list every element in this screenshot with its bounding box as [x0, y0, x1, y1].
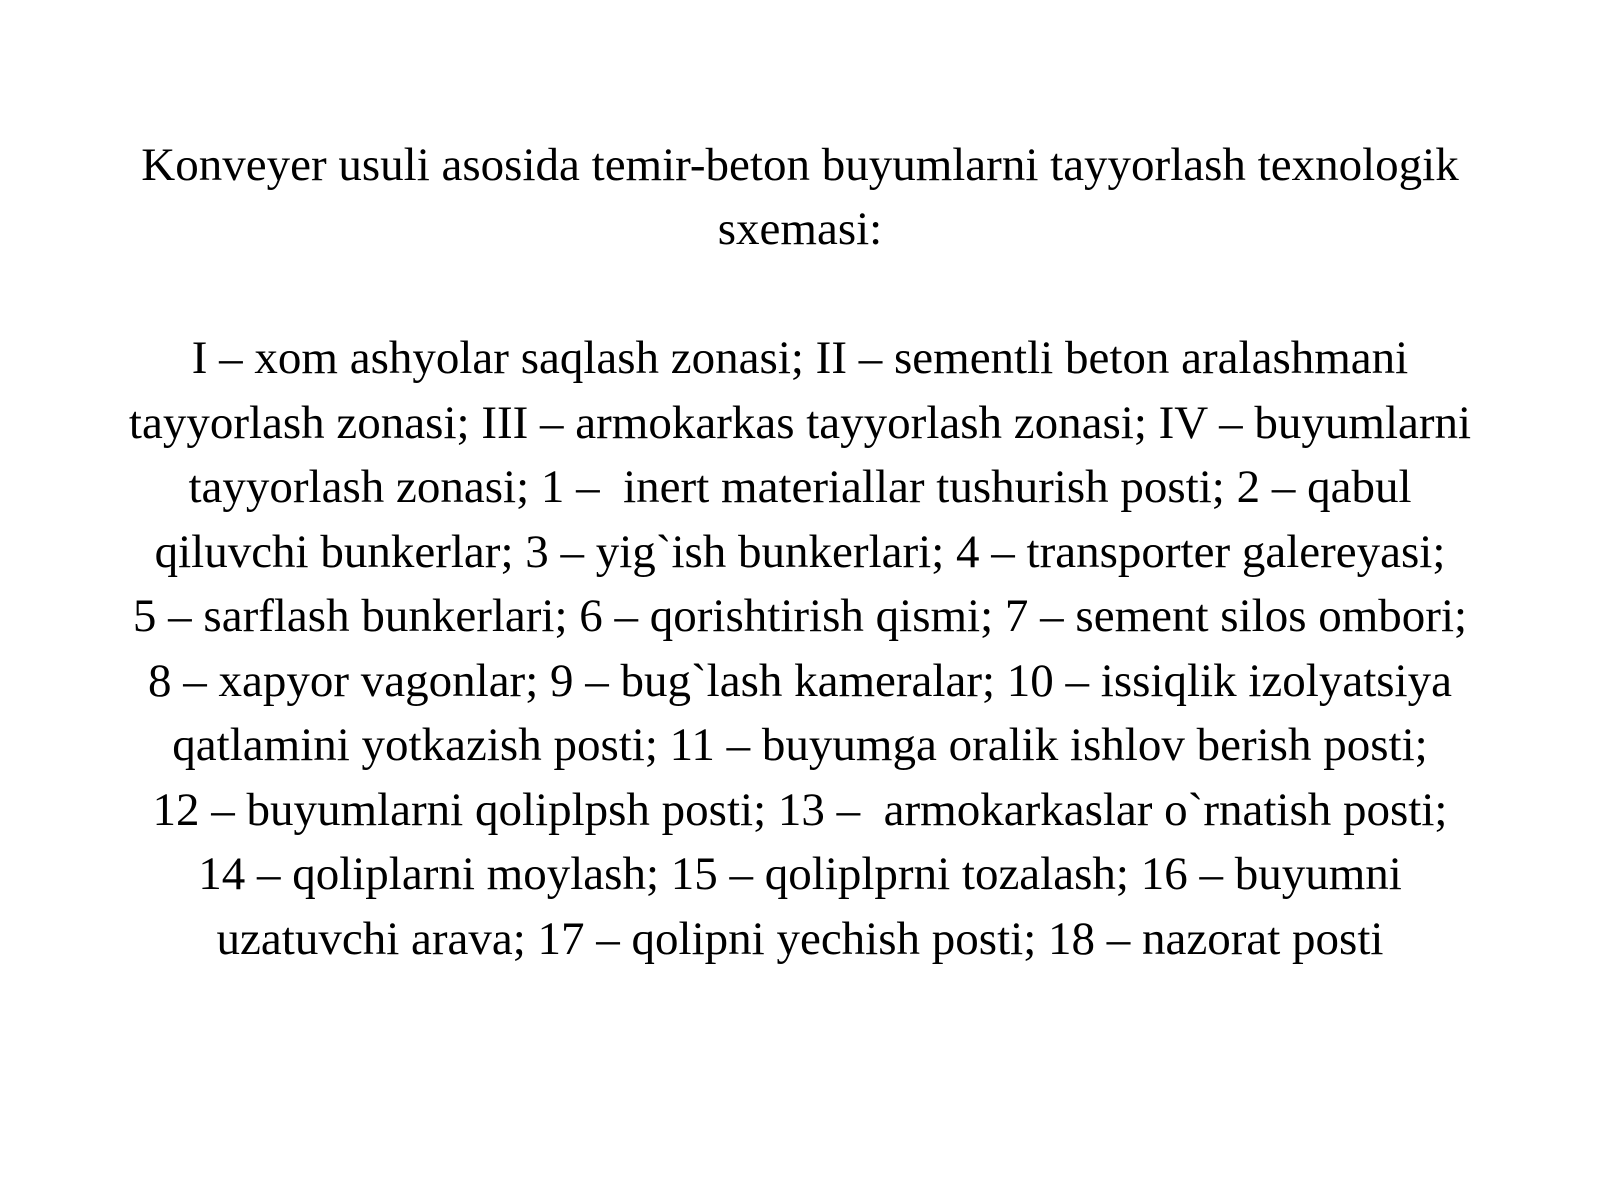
slide-title	[30, 133, 1570, 261]
title-line: Konveyer usuli asosida temir-beton buyumlarni tayyorlash texnologik	[141, 139, 1459, 191]
legend-line: uzatuvchi arava; 17 – qolipni yechish posti; 18 – nazorat posti	[216, 912, 1384, 965]
legend-line: 14 – qoliplarni moylash; 15 – qoliplprni tozalash; 16 – buyumni	[198, 848, 1402, 900]
legend-line: 5 – sarflash bunkerlari; 6 – qorishtirish qismi; 7 – sement silos ombori;	[132, 590, 1468, 642]
legend-line: tayyorlash zonasi; III – armokarkas tayyorlash zonasi; IV – buyumlarni	[128, 396, 1472, 449]
legend-line: tayyorlash zonasi; 1 – inert materiallar tushurish posti; 2 – qabul	[188, 461, 1412, 513]
legend-line: qatlamini yotkazish posti; 11 – buyumga oralik ishlov berish posti;	[172, 719, 1428, 771]
legend-line: 8 – xapyor vagonlar; 9 – bug`lash kameralar; 10 – issiqlik izolyatsiya	[148, 654, 1452, 707]
legend-line: qiluvchi bunkerlar; 3 – yig`ish bunkerlari; 4 – transporter galereyasi;	[154, 525, 1446, 578]
legend-text	[30, 326, 1570, 971]
title-line: sxemasi:	[717, 203, 883, 255]
legend-line: 12 – buyumlarni qoliplpsh posti; 13 – armokarkaslar o`rnatish posti;	[152, 783, 1448, 836]
legend-line: I – xom ashyolar saqlash zonasi; II – sementli beton aralashmani	[191, 332, 1409, 384]
